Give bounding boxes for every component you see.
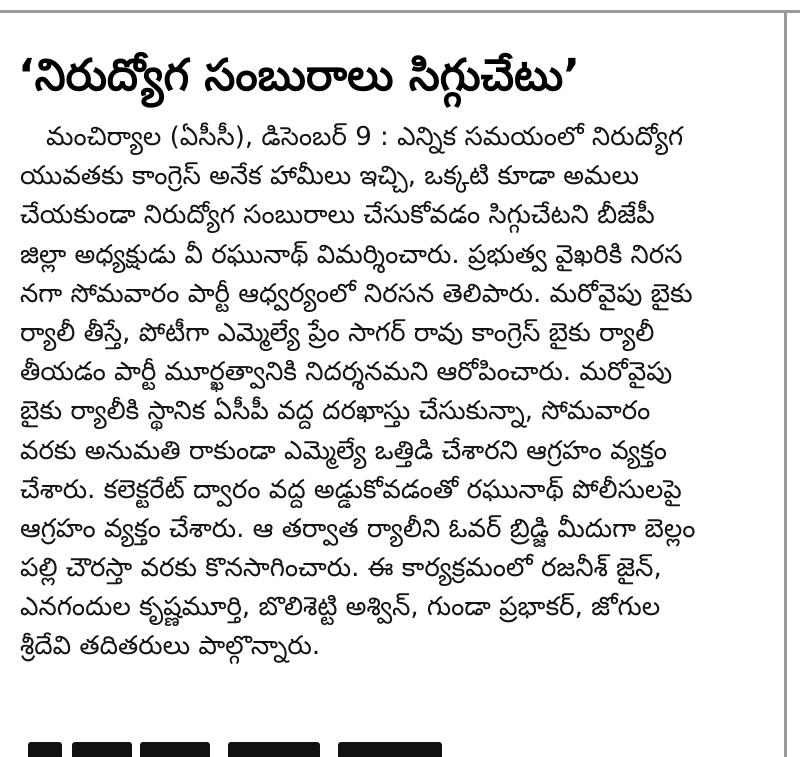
article-line: ర్యాలీ తీస్తే, పోటీగా ఎమ్మెల్యే ప్రేం సాగర్ రావు కాంగ్రెస్ బైకు ర్యాలీ <box>20 317 655 348</box>
article-line: నగా సోమవారం పార్టీ ఆధ్వర్యంలో నిరసన తెలిపారు. మరోవైపు బైకు <box>20 278 693 309</box>
article-line: చేయకుండా నిరుద్యోగ సంబురాలు చేసుకోవడం సిగ్గుచేటని బీజేపీ <box>20 200 655 231</box>
article-line: వరకు అనుమతి రాకుండా ఎమ్మెల్యే ఒత్తిడి చేశారని ఆగ్రహం వ్యక్తం <box>20 435 667 466</box>
top-border-rule <box>0 10 800 13</box>
article-line: ఎనగందుల కృష్ణమూర్తి, బొలిశెట్టి అశ్విన్, గుండా ప్రభాకర్, జోగుల <box>20 592 661 623</box>
article-line: చేశారు. కలెక్టరేట్ ద్వారం వద్ద అడ్డుకోవడంతో రఘునాథ్ పోలీసులపై <box>20 474 682 505</box>
article-line: మంచిర్యాల (ఏసీసీ), డిసెంబర్ 9 : ఎన్నిక సమయంలో నిరుద్యోగ <box>46 122 684 152</box>
cut-off-next-headline <box>28 736 448 757</box>
article-line: శ్రీదేవి తదితరులు పాల్గొన్నారు. <box>20 631 321 662</box>
article-line: జిల్లా అధ్యక్షుడు వీ రఘునాథ్ విమర్శించారు. ప్రభుత్వ వైఖరికి నిరస <box>20 239 683 270</box>
article-body <box>20 118 774 667</box>
article-headline: ‘నిరుద్యోగ సంబురాలు సిగ్గుచేటు’ <box>18 50 580 101</box>
right-border-rule <box>784 10 787 757</box>
article-line: పల్లి చౌరస్తా వరకు కొనసాగించారు. ఈ కార్యక్రమంలో రజనీశ్ జైన్, <box>20 553 662 584</box>
article-line: తీయడం పార్టీ మూర్ఖత్వానికి నిదర్శనమని ఆరోపించారు. మరోవైపు <box>20 357 673 388</box>
article-line: ఆగ్రహం వ్యక్తం చేశారు. ఆ తర్వాత ర్యాలీని ఓవర్ బ్రిడ్జి మీదుగా బెల్లం <box>20 513 696 544</box>
article-line: బైకు ర్యాలీకి స్థానిక ఏసీపీ వద్ద దరఖాస్తు చేసుకున్నా, సోమవారం <box>20 396 651 427</box>
article-line: యువతకు కాంగ్రెస్ అనేక హామీలు ఇచ్చి, ఒక్కటి కూడా అమలు <box>20 161 639 192</box>
